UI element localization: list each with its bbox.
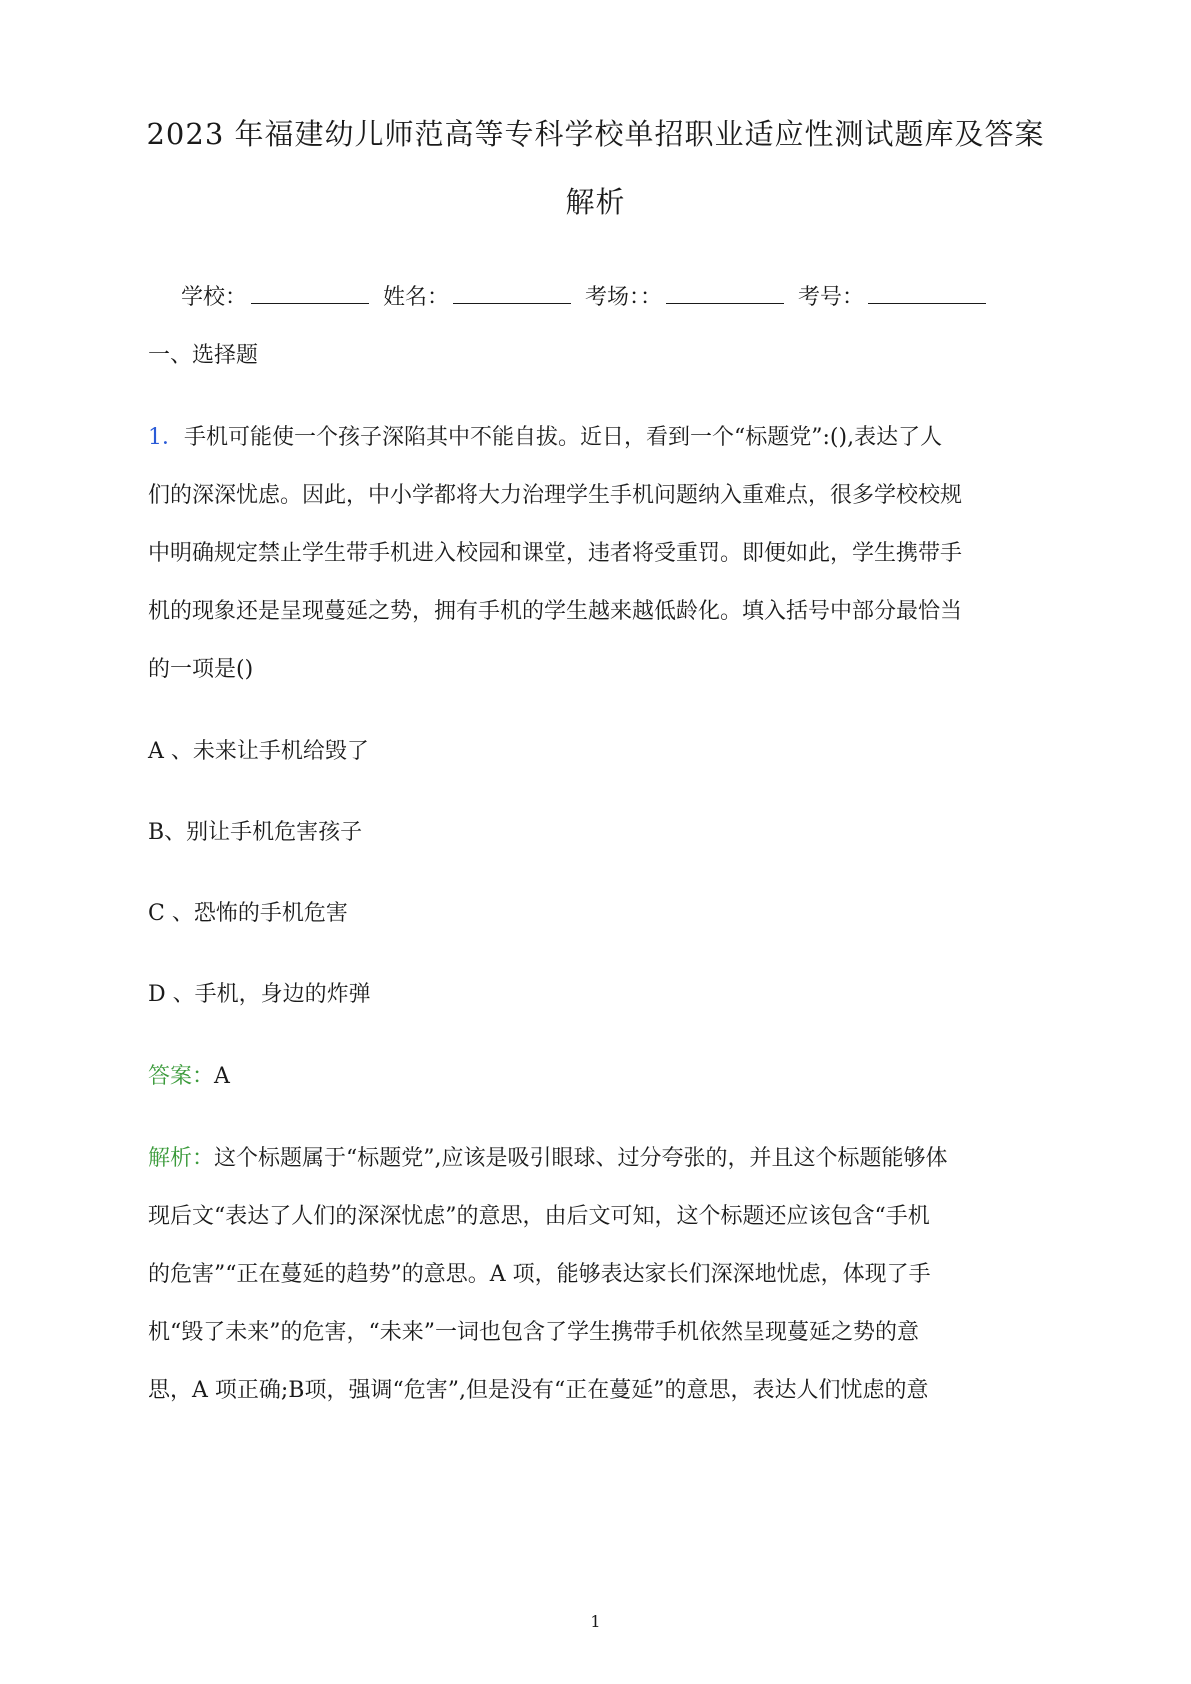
exam-number-blank: [868, 283, 986, 304]
section-heading: 一、选择题: [148, 343, 259, 368]
answer-label: 答案：: [148, 1064, 215, 1089]
school-field: [181, 280, 369, 311]
question-text-line: 中明确规定禁止学生带手机进入校园和课堂，违者将受重罚。即便如此，学生携带手: [148, 541, 963, 566]
analysis-line: 机“毁了未来”的危害，“未来”一词也包含了学生携带手机依然呈现蔓延之势的意: [148, 1320, 919, 1345]
analysis-line: 解析：这个标题属于“标题党”,应该是吸引眼球、过分夸张的，并且这个标题能够体: [148, 1146, 948, 1171]
answer-line: [148, 1059, 1068, 1090]
document-title-line-1: 2023 年福建幼儿师范高等专科学校单招职业适应性测试题库及答案: [146, 117, 1045, 151]
name-blank: [453, 283, 571, 304]
analysis-line: 的危害”“正在蔓延的趋势”的意思。A 项，能够表达家长们深深地忧虑，体现了手: [148, 1262, 931, 1287]
analysis-line: 思，A 项正确;B项，强调“危害”,但是没有“正在蔓延”的意思，表达人们忧虑的意: [148, 1378, 929, 1403]
name-field: [383, 280, 571, 311]
document-title-line-2: 解析: [565, 185, 626, 219]
option-d: D 、手机，身边的炸弹: [148, 982, 371, 1007]
exam-number-label: 考号：: [798, 285, 865, 310]
school-blank: [251, 283, 369, 304]
option-b: B、别让手机危害孩子: [148, 820, 363, 845]
answer-value: A: [214, 1064, 230, 1089]
analysis-label: 解析：: [148, 1146, 215, 1171]
room-field: [585, 280, 784, 311]
school-label: 学校：: [181, 285, 248, 310]
analysis-line: 现后文“表达了人们的深深忧虑”的意思，由后文可知，这个标题还应该包含“手机: [148, 1204, 930, 1229]
exam-number-field: [798, 280, 986, 311]
exam-info-row: [181, 280, 1031, 311]
room-label: 考场：：: [585, 285, 663, 310]
question-number: 1．: [148, 425, 184, 450]
question-text-line: 的一项是(): [148, 657, 254, 682]
question-text-line: 机的现象还是呈现蔓延之势，拥有手机的学生越来越低龄化。填入括号中部分最恰当: [148, 599, 963, 624]
option-c: C 、恐怖的手机危害: [148, 901, 348, 926]
room-blank: [666, 283, 784, 304]
page-number: 1: [590, 1612, 601, 1631]
name-label: 姓名：: [383, 285, 450, 310]
option-a: A 、未来让手机给毁了: [148, 739, 369, 764]
question-text-line: 们的深深忧虑。因此，中小学都将大力治理学生手机问题纳入重难点，很多学校校规: [148, 483, 963, 508]
question-text-line: 1．手机可能使一个孩子深陷其中不能自拔。近日，看到一个“标题党”:(),表达了人: [148, 425, 943, 450]
